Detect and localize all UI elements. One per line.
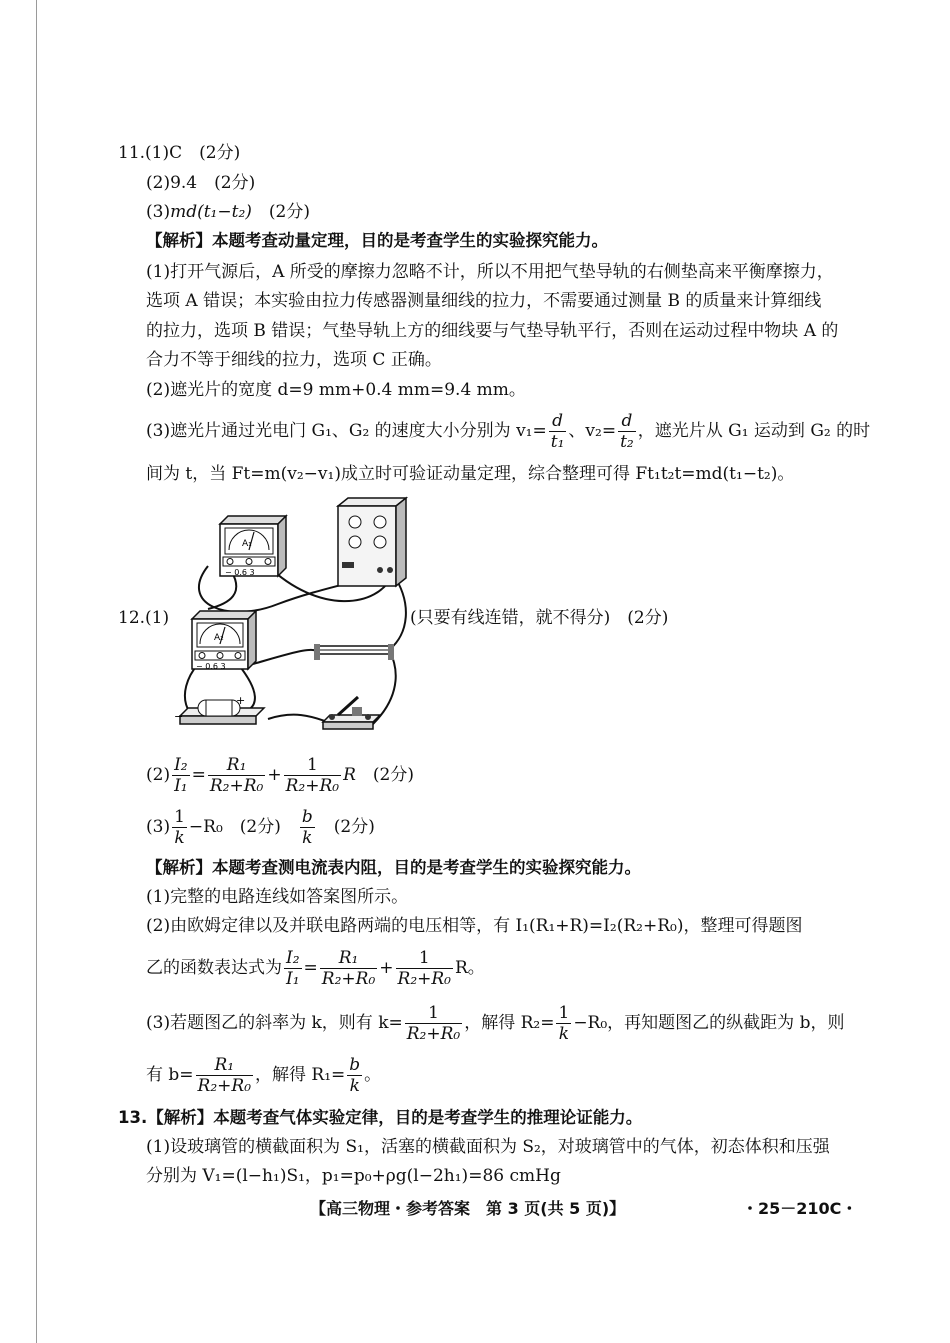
- fraction: $\frac{\text{I₂}}{\text{I₁}}$: [286, 948, 300, 989]
- circuit-diagram: [168, 494, 418, 740]
- q11-answer-3: (3)md(t₁−t₂) (2分): [146, 202, 310, 222]
- fraction: $\frac{\text{R₁}}{\text{R₂+R₀}}$: [209, 755, 264, 796]
- q12-analysis-p3-line2: 有 b= $\frac{\text{R₁}}{\text{R₂+R₀}}$ ，解得 R₁= $\frac{b}{k}$ 。: [146, 1055, 382, 1096]
- q13-analysis-heading: 13.【解析】本题考查气体实验定律，目的是考查学生的推理论证能力。: [118, 1108, 643, 1127]
- q11-analysis-p1-line4: 合力不等于细线的拉力，选项 C 正确。: [146, 350, 442, 370]
- svg-text:A₁: A₁: [242, 539, 252, 549]
- switch-icon: [323, 697, 380, 729]
- q12-answer-1-note: (只要有线连错，就不得分) (2分): [410, 608, 669, 628]
- q11-analysis-heading: 【解析】本题考查动量定理，目的是考查学生的实验探究能力。: [146, 231, 608, 250]
- q12-analysis-p3-line1: (3)若题图乙的斜率为 k，则有 k= $\frac{1}{\text{R₂+R₀}}$ ，解得 R₂= $\frac{1}{k}$ −R₀，再知题图乙的纵截距为 b，则: [146, 1003, 845, 1044]
- q12-answer-2: (2) $\frac{\text{I₂}}{\text{I₁}}$ = $\frac{\text{R₁}}{\text{R₂+R₀}}$ + $\frac{1}{\text{R₂+R₀}}$ R (2分): [146, 755, 414, 796]
- fraction: $\frac{\text{R₁}}{\text{R₂+R₀}}$: [321, 948, 376, 989]
- fraction: $\frac{d}{\text{t₁}}$: [550, 411, 565, 452]
- resistance-box-icon: [338, 498, 406, 586]
- wire: [253, 650, 318, 664]
- wire: [373, 649, 396, 724]
- q13-analysis-p1-line2: 分别为 V₁=(l−h₁)S₁，p₁=p₀+ρg(l−2h₁)=86 cmHg: [146, 1166, 561, 1186]
- fraction: $\frac{b}{k}$: [301, 807, 313, 848]
- fraction: $\frac{\text{I₂}}{\text{I₁}}$: [174, 755, 188, 796]
- q11-analysis-p1-line1: (1)打开气源后，A 所受的摩擦力忽略不计，所以不用把气垫导轨的右侧垫高来平衡摩擦力，: [146, 262, 834, 282]
- q11-analysis-p3-line2: 间为 t，当 Ft=m(v₂−v₁)成立时可验证动量定理，综合整理可得 Ft₁t₂t=md(t₁−t₂)。: [146, 464, 795, 484]
- svg-text:− 0.6 3: − 0.6 3: [196, 662, 226, 671]
- page-code: ・25－210C・: [742, 1199, 858, 1218]
- battery-icon: [174, 694, 264, 724]
- q11-analysis-p3-line1: (3)遮光片通过光电门 G₁、G₂ 的速度大小分别为 v₁= $\frac{d}{\text{t₁}}$ 、v₂= $\frac{d}{\text{t₂}}$ ，遮光片从 G₁ 运动到 G₂ 的时: [146, 411, 871, 452]
- fraction: $\frac{1}{\text{R₂+R₀}}$: [397, 948, 451, 989]
- fraction: $\frac{1}{\text{R₂+R₀}}$: [285, 755, 340, 796]
- ammeter-a1-icon: [220, 516, 286, 577]
- q12-answer-1-label: 12.(1): [118, 608, 170, 628]
- q12-analysis-p1: (1)完整的电路连线如答案图所示。: [146, 887, 409, 907]
- svg-text:− 0.6 3: − 0.6 3: [225, 568, 255, 577]
- fraction: $\frac{d}{\text{t₂}}$: [620, 411, 634, 452]
- fraction: $\frac{1}{k}$: [174, 807, 185, 848]
- q13-analysis-p1-line1: (1)设玻璃管的横截面积为 S₁，活塞的横截面积为 S₂，对玻璃管中的气体，初态体积和压强: [146, 1137, 830, 1157]
- fraction: $\frac{\text{R₁}}{\text{R₂+R₀}}$: [197, 1055, 252, 1096]
- slide-rheostat-icon: [314, 644, 394, 660]
- q12-answer-3: (3) $\frac{1}{k}$ −R₀ (2分) $\frac{b}{k}$ (2分): [146, 807, 375, 848]
- q11-answer-1: 11.(1)C (2分): [118, 143, 241, 163]
- q12-analysis-heading: 【解析】本题考查测电流表内阻，目的是考查学生的实验探究能力。: [146, 858, 641, 877]
- q11-analysis-p1-line2: 选项 A 错误；本实验由拉力传感器测量细线的拉力，不需要通过测量 B 的质量来计算细线: [146, 291, 822, 311]
- svg-text:A₂: A₂: [214, 633, 224, 643]
- wire: [268, 715, 328, 722]
- page-margin-line: [36, 0, 37, 1343]
- page-footer: 【高三物理・参考答案 第 3 页(共 5 页)】: [310, 1199, 626, 1218]
- q12-analysis-p2-line2: 乙的函数表达式为 $\frac{\text{I₂}}{\text{I₁}}$ = $\frac{\text{R₁}}{\text{R₂+R₀}}$ + $\frac{1}{\text{R₂+R₀}}$ R。: [146, 948, 485, 989]
- q11-analysis-p2: (2)遮光片的宽度 d=9 mm+0.4 mm=9.4 mm。: [146, 380, 526, 400]
- fraction: $\frac{1}{\text{R₂+R₀}}$: [406, 1003, 461, 1044]
- svg-text:−: −: [174, 710, 184, 723]
- ammeter-a2-icon: [192, 611, 256, 671]
- circuit-figure: [168, 494, 418, 740]
- fraction: $\frac{1}{k}$: [558, 1003, 570, 1044]
- fraction: $\frac{b}{k}$: [349, 1055, 361, 1096]
- q12-analysis-p2-line1: (2)由欧姆定律以及并联电路两端的电压相等，有 I₁(R₁+R)=I₂(R₂+R₀)，整理可得题图: [146, 916, 803, 936]
- q11-answer-2: (2)9.4 (2分): [146, 173, 256, 193]
- svg-text:+: +: [236, 694, 246, 707]
- q11-analysis-p1-line3: 的拉力，选项 B 错误；气垫导轨上方的细线要与气垫导轨平行，否则在运动过程中物块 A 的: [146, 321, 839, 341]
